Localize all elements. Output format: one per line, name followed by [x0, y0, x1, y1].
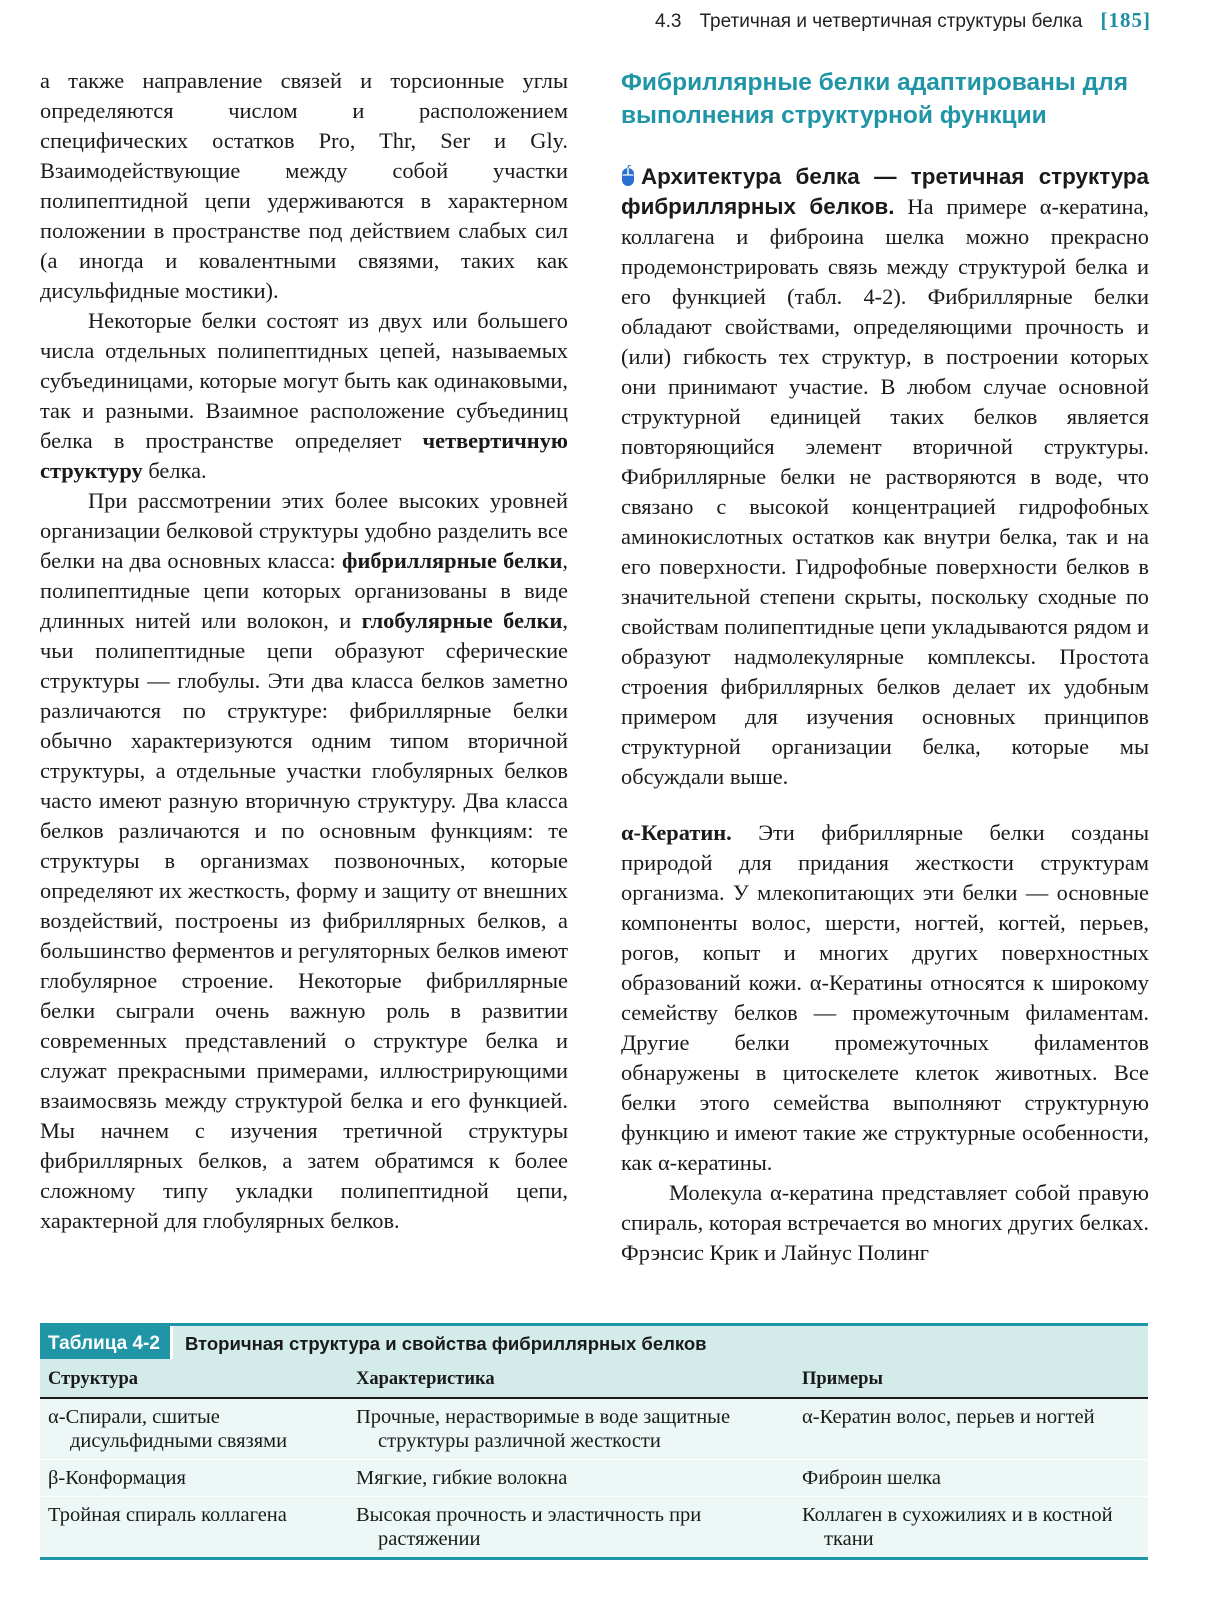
table-cell: Прочные, нерастворимые в воде защитные структуры различной жесткости	[356, 1406, 731, 1452]
table-cell: Мягкие, гибкие волокна	[356, 1467, 568, 1489]
mouse-icon[interactable]	[621, 165, 635, 187]
paragraph: Молекула α-кератина представляет собой правую спираль, которая встречается во многих других белках. Фрэнсис Крик и Лайнус Полинг	[621, 1180, 1149, 1265]
table-4-2	[40, 1323, 1148, 1560]
paragraph-lead: Архитектура белка — третичная структура фибриллярных белков.	[621, 164, 1149, 219]
table-cell: α-Кератин волос, перьев и ногтей	[802, 1406, 1095, 1428]
term-bold: фибриллярные белки	[341, 548, 563, 573]
table-header-row	[40, 1359, 1148, 1398]
text-run: белка.	[142, 458, 207, 483]
table-cell: α-Спирали, сшитые дисульфидными связями	[48, 1406, 288, 1452]
text-run: Эти фибриллярные белки созданы природой для придания жесткости структурам организма. У млекопитающих эти белки — основные компоненты волос, шерсти, ногтей, когтей, перьев, рогов, копыт и многих других поверхностных образований кожи. α-Кератины относятся к широкому семейству белков — промежуточным филаментам. Другие белки промежуточных филаментов обнаружены в цитоскелете клеток животных. Все белки этого семейства выполняют структурную функцию и имеют такие же структурные особенности, как α-кератины.	[621, 820, 1149, 1175]
section-heading: Фибриллярные белки адаптированы для выполнения структурной функции	[621, 69, 1129, 129]
section-number: 4.3	[655, 11, 682, 32]
text-run: При рассмотрении этих более высоких уровней организации белковой структуры удобно разделить все белки на два основных класса:	[40, 488, 568, 573]
paragraph-lead: α-Кератин.	[621, 820, 732, 845]
text-run: На примере α-кератина, коллагена и фиброина шелка можно прекрасно продемонстрировать связь между структурой белка и его функцией (табл. 4-2). Фибриллярные белки обладают свойствами, определяющими прочность и (или) гибкость тех структур, в построении которых они принимают участие. В любом случае основной структурной единицей таких белков является повторяющийся элемент вторичной структуры. Фибриллярные белки не растворяются в воде, что связано с высокой концентрацией гидрофобных аминокислотных остатков как внутри белка, так и на его поверхности. Гидрофобные поверхности белков в значительной степени скрыты, поскольку сходные по свойствам полипептидные цепи укладываются рядом и образуют надмолекулярные комплексы. Простота строения фибриллярных белков делает их удобным примером для изучения основных принципов структурной организации белка, которые мы обсуждали выше.	[621, 194, 1149, 789]
page-number: [185]	[1100, 8, 1151, 32]
table-row	[40, 1460, 1148, 1497]
paragraph	[40, 306, 568, 486]
paragraph	[621, 162, 1149, 792]
text-run: , чьи полипептидные цепи образуют сферические структуры — глобулы. Эти два класса белков заметно различаются по структуре: фибриллярные белки обычно характеризуются одним типом вторичной структуры, а отдельные участки глобулярных белков часто имеют разную вторичную структуру. Два класса белков различаются и по основным функциям: те структуры в организмах позвоночных, которые определяют их жесткость, форму и защиту от внешних воздействий, построены из фибриллярных белков, а большинство ферментов и регуляторных белков имеют глобулярное строение. Некоторые фибриллярные белки сыграли очень важную роль в развитии современных представлений о структуре белка и служат прекрасными примерами, иллюстрирующими взаимосвязь между структурой белка и его функцией. Мы начнем с изучения третичной структуры фибриллярных белков, а затем обратимся к более сложному типу укладки полипептидной цепи, характерной для глобулярных белков.	[40, 608, 568, 1233]
column-header: Характеристика	[348, 1359, 794, 1398]
table-cell: Тройная спираль коллагена	[48, 1504, 287, 1526]
paragraph	[621, 818, 1149, 1178]
table-cell: Высокая прочность и эластичность при растяжении	[356, 1504, 702, 1550]
table-cell: Коллаген в сухожилиях и в костной ткани	[802, 1504, 1113, 1550]
table-caption	[40, 1323, 1148, 1359]
paragraph	[40, 486, 568, 1236]
right-column	[621, 66, 1149, 1268]
term-bold: четвертичную структуру	[40, 428, 568, 483]
table-cell: Фиброин шелка	[802, 1467, 942, 1489]
column-header: Структура	[40, 1359, 348, 1398]
table-row	[40, 1398, 1148, 1460]
text-run: , полипептидные цепи которых организованы в виде длинных нитей или волокон, и	[40, 548, 568, 633]
column-header: Примеры	[794, 1359, 1148, 1398]
text-run: Некоторые белки состоят из двух или большего числа отдельных полипептидных цепей, называемых субъединицами, которые могут быть как одинаковыми, так и разными. Взаимное расположение субъединиц белка в пространстве определяет	[40, 308, 568, 453]
running-head-title: Третичная и четвертичная структуры белка	[699, 11, 1083, 32]
term-bold: глобулярные белки	[361, 608, 563, 633]
table-row	[40, 1497, 1148, 1559]
running-head	[655, 8, 1151, 33]
table-number: Таблица 4-2	[40, 1326, 170, 1359]
table-title: Вторичная структура и свойства фибриллярных белков	[170, 1326, 707, 1359]
left-column	[40, 66, 568, 1236]
paragraph: а также направление связей и торсионные углы определяются числом и расположением специфических остатков Pro, Thr, Ser и Gly. Взаимодействующие между собой участки полипептидной цепи удерживаются в характерном положении в пространстве под действием слабых сил (а иногда и ковалентными связями, таких как дисульфидные мостики).	[40, 68, 568, 303]
table-cell: β-Конформация	[48, 1467, 186, 1489]
